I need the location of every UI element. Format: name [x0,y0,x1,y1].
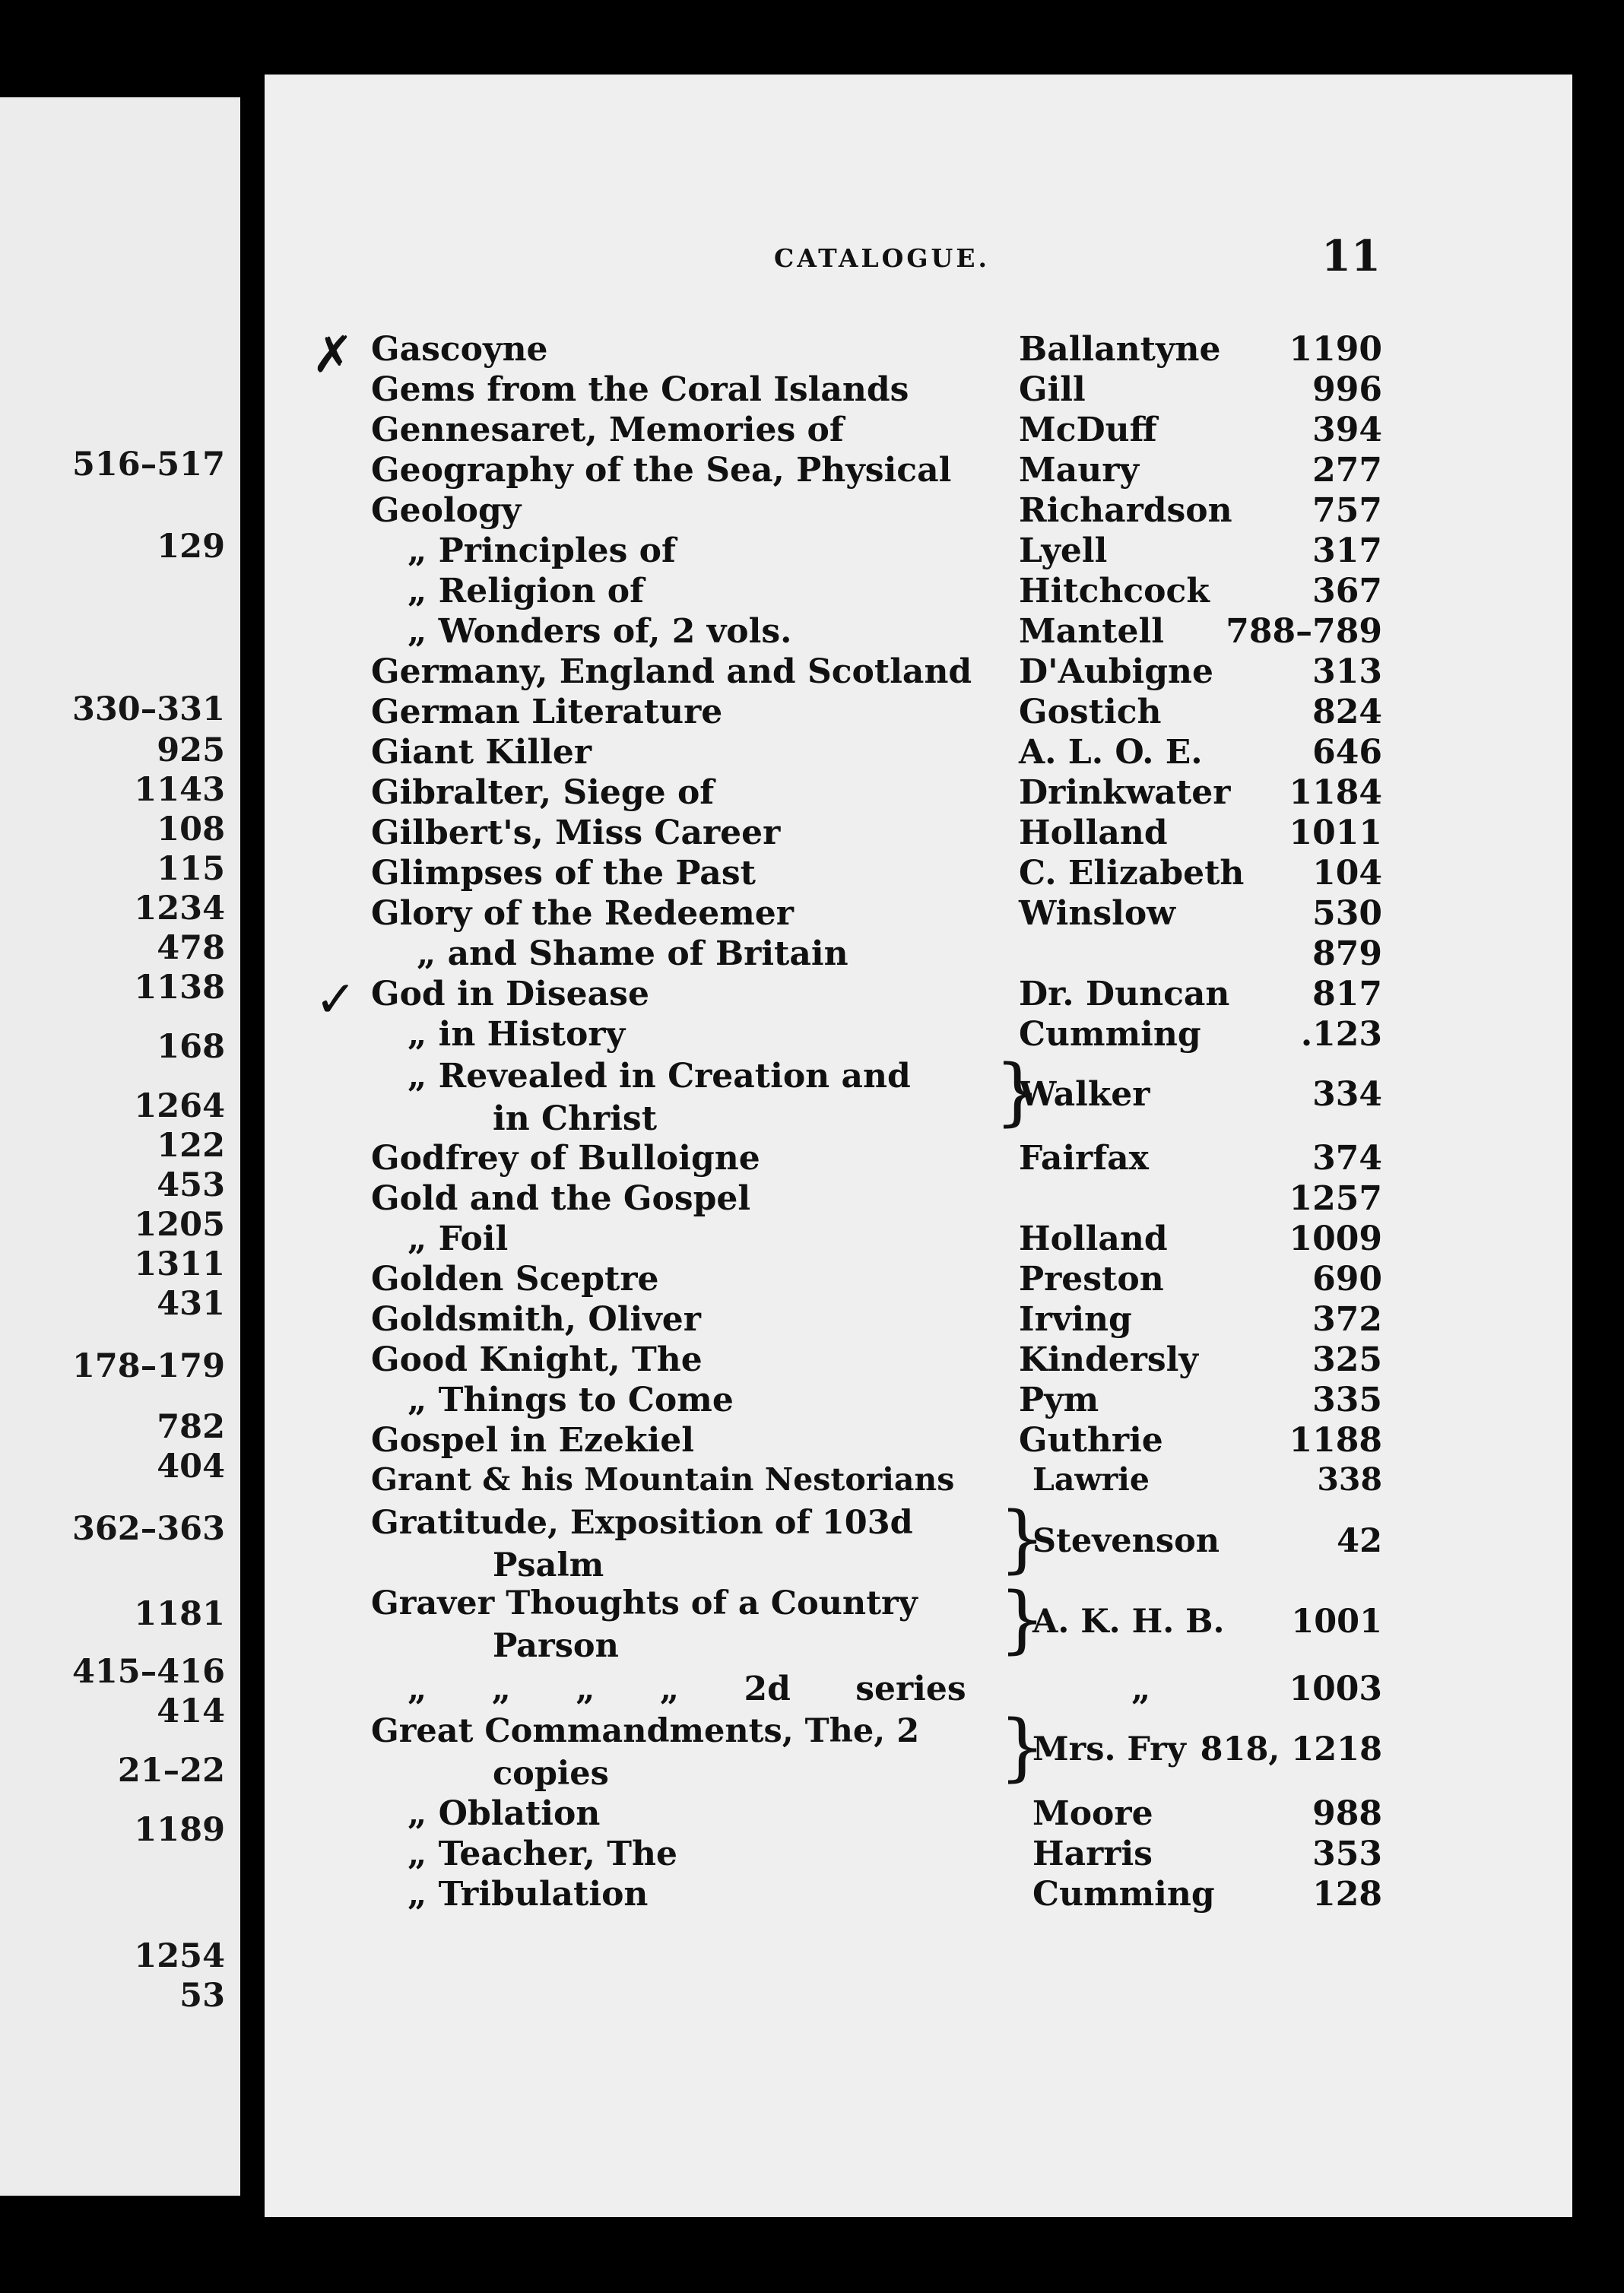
entry-author: Fairfax [1019,1139,1149,1178]
entry-author: Preston [1019,1260,1164,1299]
entry-title: Godfrey of Bulloigne [371,1139,760,1178]
entry-author: C. Elizabeth [1019,854,1245,893]
entry-title-continued: copies [493,1755,609,1793]
left-number: 1205 [134,1206,225,1244]
entry-title: Gilbert's, Miss Career [371,813,781,852]
entry-number: 317 [1312,531,1382,570]
entry-title: Gratitude, Exposition of 103d [371,1504,913,1542]
entry-number: 1009 [1289,1219,1382,1258]
entry-number: 988 [1312,1794,1382,1833]
entry-author: Irving [1019,1300,1132,1339]
entry-author: Guthrie [1019,1421,1163,1460]
entry-number: 1257 [1289,1179,1382,1218]
entry-title: Gold and the Gospel [371,1179,751,1218]
left-page-fragment [0,97,240,2196]
catalogue-entry [371,1577,1382,1671]
entry-title-continued: in Christ [493,1099,658,1138]
entry-number: 824 [1312,693,1382,731]
entry-title: „ Foil [408,1219,509,1258]
entry-number: .123 [1300,1015,1382,1054]
entry-author: Kindersly [1019,1340,1198,1379]
entry-author: Harris [1032,1835,1153,1873]
entry-title: Great Commandments, The, 2 [371,1712,920,1750]
entry-author: A. L. O. E. [1019,733,1203,772]
entry-author: Lyell [1019,531,1108,570]
entry-author: D'Aubigne [1019,652,1213,691]
entry-title: Grant & his Mountain Nestorians [371,1461,955,1498]
entry-number: 646 [1312,733,1382,772]
entry-author: Moore [1032,1794,1153,1833]
left-number: 414 [157,1692,225,1730]
entry-title: God in Disease [371,975,649,1013]
entry-number: 334 [1312,1075,1382,1114]
left-number: 1189 [134,1811,225,1849]
entry-title: Giant Killer [371,733,592,772]
entry-author: Drinkwater [1019,773,1231,812]
left-number: 168 [157,1028,225,1066]
entry-number: 817 [1312,975,1382,1013]
entry-number: 1190 [1289,330,1382,369]
left-number: 1254 [134,1937,225,1975]
left-number: 1181 [134,1595,225,1633]
entry-title-continued: Parson [493,1627,619,1665]
entry-author: Lawrie [1032,1461,1150,1498]
entry-number: 1184 [1289,773,1382,812]
catalogue-entry [371,1496,1382,1591]
entry-author: Pym [1019,1381,1099,1419]
left-number: 362–363 [71,1510,225,1548]
page-header-title: CATALOGUE. [774,243,990,273]
left-number: 404 [157,1448,225,1486]
entry-title: Glory of the Redeemer [371,894,794,933]
catalogue-entry [371,1049,1382,1143]
entry-number: 757 [1312,491,1382,530]
entry-number: 879 [1312,934,1382,973]
entry-number: 367 [1312,572,1382,611]
entry-author: A. K. H. B. [1032,1603,1225,1641]
page-number: 11 [1321,231,1381,281]
entry-author: „ [1131,1670,1151,1708]
entry-title: „ Revealed in Creation and [408,1057,911,1096]
entry-number: 372 [1312,1300,1382,1339]
entry-title: Graver Thoughts of a Country [371,1584,918,1622]
entry-title: „ Things to Come [408,1381,734,1419]
entry-number: 530 [1312,894,1382,933]
left-number: 453 [157,1166,225,1204]
entry-author: Winslow [1019,894,1176,933]
entry-author: Mantell [1019,612,1164,651]
entry-author: Mrs. Fry [1032,1730,1186,1768]
left-number: 1234 [134,890,225,928]
entry-author: Gill [1019,370,1086,409]
entry-title: Gems from the Coral Islands [371,370,909,409]
left-number: 53 [179,1977,225,2015]
entry-title: „ Principles of [408,531,676,570]
entry-number: 690 [1312,1260,1382,1299]
left-number: 925 [157,731,225,769]
entry-author: Cumming [1032,1875,1215,1914]
entry-number: 325 [1312,1340,1382,1379]
entry-title: „ Tribulation [408,1875,649,1914]
entry-title: Golden Sceptre [371,1260,659,1299]
entry-number: 1001 [1291,1603,1382,1641]
left-number: 516–517 [71,446,225,484]
entry-number: 338 [1317,1461,1382,1498]
entry-number: 277 [1312,451,1382,490]
entry-number: 788–789 [1226,612,1382,651]
left-number: 122 [157,1127,225,1165]
left-number: 21–22 [117,1752,225,1790]
entry-title: „ in History [408,1015,626,1054]
checkmark-icon: ✗ [312,325,354,384]
entry-number: 1003 [1289,1670,1382,1708]
entry-author: Richardson [1019,491,1232,530]
entry-title: Gibralter, Siege of [371,773,715,812]
brace-icon: } [999,1705,1046,1790]
left-number: 478 [157,929,225,967]
entry-author: McDuff [1019,411,1157,449]
brace-icon: } [999,1496,1046,1581]
entry-author: Holland [1019,813,1168,852]
entry-title: „ Teacher, The [408,1835,677,1873]
entry-number: 1011 [1289,813,1382,852]
entry-number: 104 [1312,854,1382,893]
entry-author: Ballantyne [1019,330,1221,369]
entry-title: Geology [371,491,522,530]
left-number: 129 [157,528,225,566]
entry-number: 313 [1312,652,1382,691]
left-number: 115 [157,850,225,888]
entry-number: 996 [1312,370,1382,409]
entry-title: Glimpses of the Past [371,854,756,893]
entry-author: Dr. Duncan [1019,975,1230,1013]
entry-title: German Literature [371,693,723,731]
entry-title: „ and Shame of Britain [417,934,848,973]
entry-number: 335 [1312,1381,1382,1419]
entry-author: Hitchcock [1019,572,1210,611]
entry-title: „ Oblation [408,1794,601,1833]
catalogue-list [371,330,1382,2006]
entry-author: Maury [1019,451,1139,490]
left-number: 1311 [134,1245,225,1283]
entry-title: „ „ „ „ 2d series [408,1670,966,1708]
entry-author: Cumming [1019,1015,1201,1054]
entry-title: Goldsmith, Oliver [371,1300,701,1339]
entry-title: „ Wonders of, 2 vols. [408,612,792,651]
left-number: 1264 [134,1087,225,1125]
entry-title-continued: Psalm [493,1546,604,1584]
entry-author: Walker [1019,1075,1150,1114]
left-number: 782 [157,1408,225,1446]
entry-number: 374 [1312,1139,1382,1178]
catalogue-entry [371,1705,1382,1799]
entry-title: Gascoyne [371,330,548,369]
left-number: 1143 [134,771,225,809]
checkmark-icon: ✓ [315,970,357,1029]
entry-title: Geography of the Sea, Physical [371,451,952,490]
entry-number: 128 [1312,1875,1382,1914]
entry-number: 394 [1312,411,1382,449]
entry-title: Good Knight, The [371,1340,703,1379]
entry-number: 818, 1218 [1200,1730,1382,1768]
entry-title: Gospel in Ezekiel [371,1421,694,1460]
catalogue-page [265,75,1572,2217]
entry-author: Stevenson [1032,1522,1220,1560]
entry-author: Holland [1019,1219,1168,1258]
left-number: 1138 [134,969,225,1007]
entry-title: Gennesaret, Memories of [371,411,844,449]
entry-author: Gostich [1019,693,1162,731]
entry-title: „ Religion of [408,572,645,611]
entry-number: 1188 [1289,1421,1382,1460]
left-number: 330–331 [71,690,225,728]
left-number: 108 [157,810,225,848]
brace-icon: } [994,1049,1042,1134]
left-number: 415–416 [71,1653,225,1691]
entry-number: 353 [1312,1835,1382,1873]
entry-number: 42 [1337,1522,1382,1560]
left-number: 178–179 [71,1347,225,1385]
brace-icon: } [999,1577,1046,1662]
entry-title: Germany, England and Scotland [371,652,972,691]
left-number: 431 [157,1285,225,1323]
